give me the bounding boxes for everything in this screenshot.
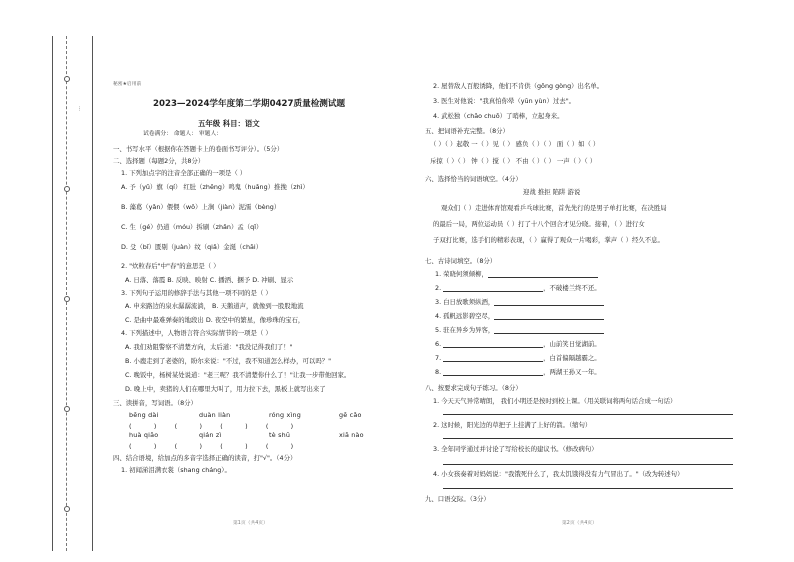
- pinyin: bēng dài: [129, 411, 159, 419]
- left-line: C. 晚饭中，杨树某处说道："老三呢？我不清楚你什么了！"让我一步带他回家。: [125, 371, 351, 379]
- right-line: （ ）（ ）起敬 一（ ）见（ ） 感负（ ）（ ） 面（ ）如（ ）: [430, 140, 600, 148]
- right-line: 斥掠（ ）（ ） 钟（ ）搅（ ） 不由（ ）（ ） 一声（ ）（ ）: [430, 157, 597, 165]
- left-line: B. 藻葛（yǎn）偎偎（wǒ）上涧（jiàn）泥濡（bèng）: [121, 203, 281, 211]
- answer-line: [443, 407, 733, 415]
- left-line: 1. 下列加点字的注音全部正确的一项是（ ）: [121, 169, 247, 177]
- binding-margin: …: [52, 36, 110, 551]
- poem-line: 6. ，山前笑日觉湖前。: [435, 340, 601, 348]
- pinyin: xiā nào: [339, 431, 364, 439]
- right-line: 的最后一局，两位运动员（ ）打了十八个回合才见分晓。接着，（ ）进行女: [433, 220, 645, 228]
- page-title: 2023—2024学年度第二学期0427质量检测试题: [153, 99, 346, 109]
- left-line: D. 殳（bǐ）匮剔（juàn）纹（qiǎ）金涎（chāi）: [121, 243, 263, 251]
- right-line: 3. 全年同学通过并讨论了写给校长的建议书。（修改病句）: [433, 445, 598, 453]
- right-line: 九、口语交际。（3分）: [425, 495, 490, 503]
- answer-brackets: ( ) ( ) ( ) ( ): [129, 422, 294, 430]
- left-line: A. 申来路边的泉水潺潺流淌， B. 天鹅道声，就像到一股股地流: [125, 302, 304, 310]
- right-line: 六、选择恰当的词语填空。（4分）: [425, 175, 522, 183]
- right-line: 观众们（ ）走进体育馆观看乒乓球比赛，首先先行的是男子单打比赛，在决胜局: [441, 204, 667, 212]
- page-footer-left: 第1页（共4页）: [233, 521, 268, 526]
- answer-line: [443, 457, 733, 465]
- right-line: 八、按要求完成句子练习。（8分）: [425, 384, 522, 392]
- grade-subject: 五年级 科目：语文: [198, 119, 260, 128]
- pinyin: huà qiāo: [129, 431, 159, 439]
- poem-line: 3. 白日放歌须纵酒，: [435, 298, 604, 306]
- poem-line: 4. 孤帆远影碧空尽，: [435, 312, 604, 320]
- right-line: 七、古诗词填空。（8分）: [425, 257, 497, 265]
- page-footer-right: 第2页（共4页）: [562, 521, 597, 526]
- answer-line: [443, 481, 733, 489]
- right-line: 2. 屋替敌人百般诱降，他们不肯供（gōng gòng）出名单。: [433, 82, 604, 90]
- left-line: C. 生（gé）仍道（móu）拆刷（zhǎn）孟（qǐ）: [121, 223, 263, 231]
- right-line: 子双打比赛，选手们的精彩表现，（ ）赢得了观众一片喝彩，掌声（ ）经久不息。: [433, 236, 664, 244]
- left-line: 4. 下列描述中，人物语言符合实际情节的一项是（ ）: [121, 329, 272, 337]
- poem-line: 8. ，两湖王孙又一年。: [435, 368, 601, 376]
- poem-line: 5. 驻在异乡为异客，: [435, 326, 604, 334]
- left-line: A. 日落、落霞 B. 反映、映射 C. 播洒、捆予 D. 冲刷、显示: [125, 276, 294, 284]
- right-line: 迎战 推拒 陷阱 游说: [523, 188, 581, 196]
- left-line: 3. 下列句子运用的修辞手法与其他一项不同的是（ ）: [121, 289, 272, 297]
- right-line: 4. 武松独（chāo chuō）了哨棒，立起身来。: [433, 112, 564, 120]
- poem-line: 7. ，白首偏隔越霸之。: [435, 354, 601, 362]
- left-line: 2. "炊粒春后"中"春"的意思是（ ）: [121, 262, 220, 270]
- right-line: 1. 今天天气异常晴朗， 我们小明还是按时到校上课。（用关联词将两句话合成一句话）: [433, 397, 677, 405]
- right-line: 4. 小女孩奏着对妈妈说："我饿死什么了，我太饥饿得没有力气冒出了。"（改为转述句）: [433, 470, 684, 478]
- left-line: 1. 初闻涕泪满衣裳（shang cháng）。: [121, 466, 231, 474]
- left-line: D. 晚上中，卖猪的人们在哪里大叫了，用力拉下去，黑板上就写出来了: [125, 385, 326, 393]
- poem-line: 1. 荣晓何须倾柳，: [435, 270, 598, 278]
- left-line: C. 是曲中最难弹奏的地段出 D. 夜空中的繁星，像珍珠的宝石，: [125, 316, 305, 324]
- exam-meta: 试卷满分： 命题人： 审题人：: [143, 131, 223, 137]
- left-line: 一、书写水平（根据你在答题卡上的卷面书写评分）。（5分）: [113, 145, 284, 153]
- right-line: 2. 这时候，阳光边的草把子上挂满了上好的箭。（缩句）: [433, 421, 592, 429]
- poem-line: 2. ，不破楼兰终不还。: [435, 284, 601, 292]
- pinyin: róng xìng: [269, 411, 301, 419]
- right-line: 3. 医生对他说："我真怕你晕（yūn yùn）过去"。: [433, 97, 576, 105]
- left-line: A. 予（yǔ）旗（qí） 红肚（zhēng）鸣鬼（huǎng）推挽（zhì）: [121, 183, 309, 191]
- answer-line: [443, 431, 733, 439]
- confidential-note: 秘密★启用前: [113, 82, 142, 87]
- pinyin: gē cǎo: [339, 411, 362, 419]
- left-line: 二、选择题（每题2分，共8分）: [113, 157, 205, 165]
- left-line: 三、读拼音，写词语。（8分）: [113, 399, 197, 407]
- pinyin: duàn liàn: [199, 411, 231, 419]
- pinyin: tè shū: [269, 431, 291, 439]
- left-line: 四、结合语境，给加点的多音字选择正确的读音，打"√"。（4分）: [113, 454, 297, 462]
- pinyin: qián zì: [199, 431, 222, 439]
- answer-brackets: ( ) ( ) ( ) ( ): [129, 442, 294, 450]
- right-line: 五、把词语补充完整。（8分）: [425, 127, 509, 135]
- left-line: A. 我们劝阻警察不清楚方向，太后道："我没记得我们了！": [125, 343, 293, 351]
- left-line: B. 小鹿走到了老婆的，盼尔来说："不过，我不知道怎么样办，可以吗？": [125, 357, 332, 365]
